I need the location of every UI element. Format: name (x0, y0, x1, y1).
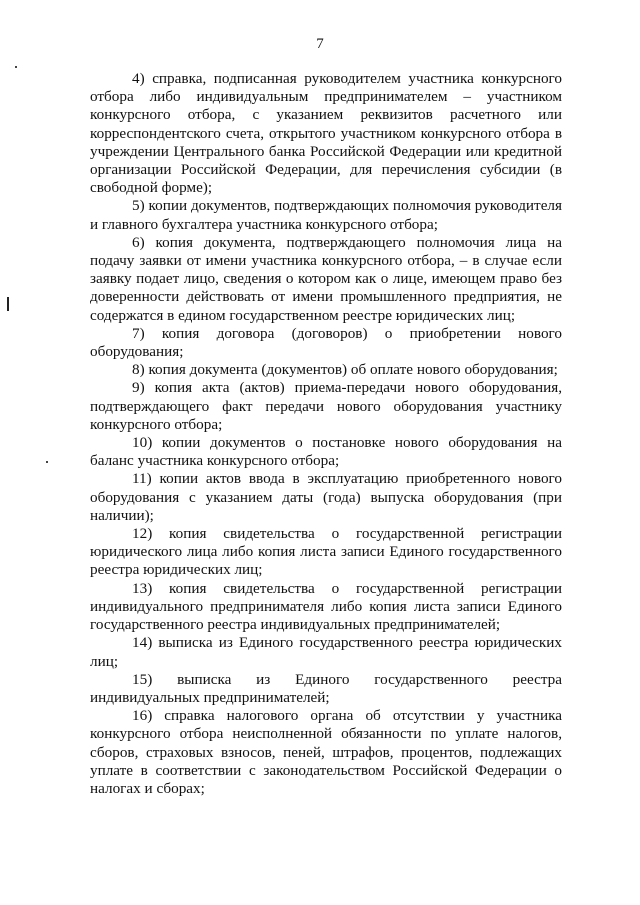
scan-speck (15, 66, 17, 68)
margin-mark (7, 297, 11, 311)
list-item: 8) копия документа (документов) об оплате нового оборудования; (132, 361, 558, 379)
list-item: 12) копия свидетельства о государственной регистрации юридического лица либо копия листа записи Единого государственного реестра юридических лиц; (90, 525, 562, 579)
document-body (90, 70, 562, 798)
list-item: 4) справка, подписанная руководителем участника конкурсного отбора либо индивидуальным предпринимателем – участником конкурсного отбора, с указанием реквизитов расчетного или корреспондентского счета, открытого участником конкурсного отбора в учреждении Центрального банка Российской Федерации или кредитной организации Российской Федерации, для перечисления субсидии (в свободной форме); (90, 70, 562, 197)
list-item: 15) выписка из Единого государственного реестра индивидуальных предпринимателей; (90, 670, 562, 706)
list-item: 10) копии документов о постановке нового оборудования на баланс участника конкурсного отбора; (90, 434, 562, 470)
list-item: 13) копия свидетельства о государственной регистрации индивидуального предпринимателя либо копия листа записи Единого государственного реестра индивидуальных предпринимателей; (90, 579, 562, 634)
list-item: 9) копия акта (актов) приема-передачи нового оборудования, подтверждающего факт передачи нового оборудования участнику конкурсного отбора; (90, 379, 562, 433)
list-item: 7) копия договора (договоров) о приобретении нового оборудования; (90, 324, 562, 361)
scan-speck (46, 461, 48, 463)
list-item: 14) выписка из Единого государственного реестра юридических лиц; (90, 634, 562, 670)
page-number: 7 (316, 36, 324, 52)
list-item: 11) копии актов ввода в эксплуатацию приобретенного нового оборудования с указанием даты (года) выпуска оборудования (при наличии); (90, 470, 562, 524)
list-item: 6) копия документа, подтверждающего полномочия лица на подачу заявки от имени участника конкурсного отбора, – в случае если заявку подает лицо, сведения о котором как о лице, имеющем право без доверенности действовать от имени промышленного предприятия, не содержатся в едином государственном реестре юридических лиц; (90, 233, 562, 324)
list-item: 5) копии документов, подтверждающих полномочия руководителя и главного бухгалтера участника конкурсного отбора; (90, 197, 562, 233)
list-item: 16) справка налогового органа об отсутствии у участника конкурсного отбора неисполненной обязанности по уплате налогов, сборов, страховых взносов, пеней, штрафов, процентов, подлежащих уплате в соответствии с законодательством Российской Федерации о налогах и сборах; (90, 707, 562, 797)
